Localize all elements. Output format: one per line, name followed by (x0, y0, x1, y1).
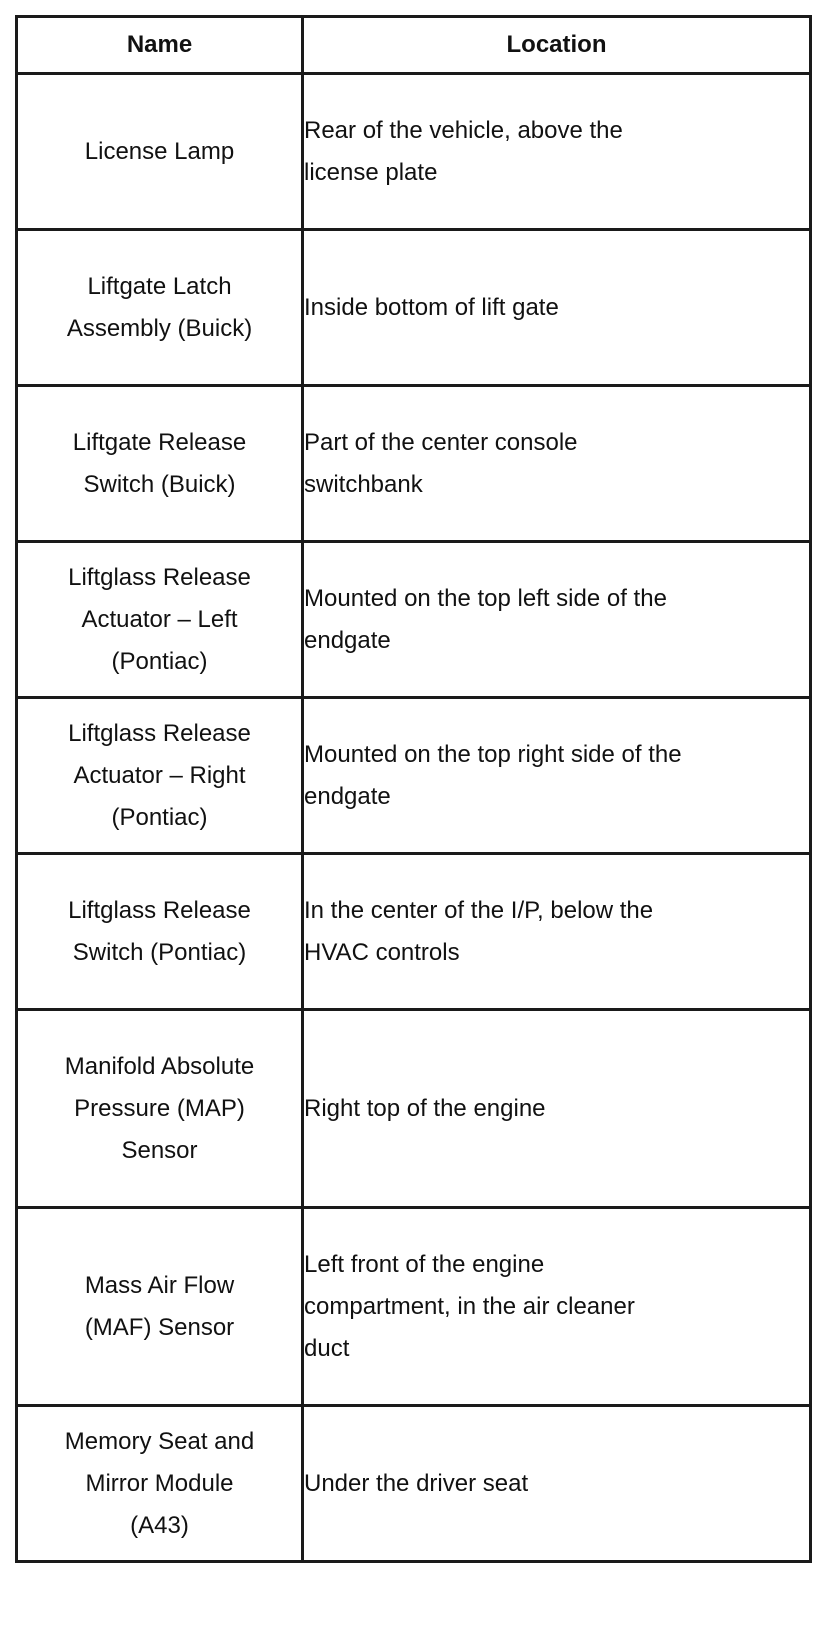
location-line: Part of the center console (304, 428, 578, 456)
table-row (17, 74, 811, 230)
name-line: Mass Air Flow (84, 1271, 235, 1299)
location-line: license plate (304, 158, 438, 186)
name-line: Memory Seat and (64, 1427, 255, 1455)
name-line: Actuator – Right (73, 761, 246, 789)
location-line: Under the driver seat (304, 1469, 529, 1497)
location-line: Rear of the vehicle, above the (304, 116, 623, 144)
location-line: switchbank (304, 470, 423, 498)
name-line: Switch (Buick) (83, 470, 236, 498)
name-line: Liftglass Release (68, 719, 251, 747)
name-line: Switch (Pontiac) (72, 938, 247, 966)
table-row (17, 854, 811, 1010)
location-line: HVAC controls (304, 938, 460, 966)
name-cell (17, 542, 303, 698)
location-line: In the center of the I/P, below the (304, 896, 654, 924)
name-line: Liftgate Release (72, 428, 247, 456)
name-line: (Pontiac) (111, 803, 208, 831)
location-cell (303, 1406, 811, 1562)
location-cell (303, 1208, 811, 1406)
location-line: endgate (304, 626, 391, 654)
table-row (17, 1406, 811, 1562)
name-line: Mirror Module (85, 1469, 234, 1497)
name-line: Liftgate Latch (87, 272, 232, 300)
table-row (17, 386, 811, 542)
component-location-table (15, 15, 812, 1563)
table-row (17, 1010, 811, 1208)
location-cell (303, 230, 811, 386)
location-line: Inside bottom of lift gate (304, 293, 559, 321)
location-line: Left front of the engine (304, 1250, 545, 1278)
header-name: Name (17, 17, 303, 74)
location-cell (303, 854, 811, 1010)
table-header-row (17, 17, 811, 74)
table-row (17, 698, 811, 854)
name-line: (A43) (130, 1511, 189, 1539)
location-cell (303, 542, 811, 698)
name-cell (17, 386, 303, 542)
name-line: Sensor (121, 1136, 198, 1164)
location-line: compartment, in the air cleaner (304, 1292, 635, 1320)
name-cell (17, 74, 303, 230)
name-line: Pressure (MAP) (74, 1094, 245, 1122)
table-row (17, 542, 811, 698)
name-line: License Lamp (84, 137, 235, 165)
name-cell (17, 230, 303, 386)
name-line: Liftglass Release (68, 896, 251, 924)
location-cell (303, 1010, 811, 1208)
name-cell (17, 1406, 303, 1562)
name-line: Actuator – Left (81, 605, 238, 633)
location-line: Mounted on the top left side of the (304, 584, 667, 612)
header-location: Location (303, 17, 811, 74)
location-cell (303, 698, 811, 854)
location-cell (303, 386, 811, 542)
name-line: Assembly (Buick) (66, 314, 253, 342)
location-cell (303, 74, 811, 230)
name-cell (17, 854, 303, 1010)
name-cell (17, 1010, 303, 1208)
name-cell (17, 698, 303, 854)
table-row (17, 230, 811, 386)
location-line: Right top of the engine (304, 1094, 546, 1122)
location-line: duct (304, 1334, 350, 1362)
name-line: (MAF) Sensor (84, 1313, 235, 1341)
name-line: Manifold Absolute (64, 1052, 255, 1080)
name-cell (17, 1208, 303, 1406)
table-row (17, 1208, 811, 1406)
name-line: (Pontiac) (111, 647, 208, 675)
location-line: endgate (304, 782, 391, 810)
name-line: Liftglass Release (68, 563, 251, 591)
location-line: Mounted on the top right side of the (304, 740, 682, 768)
